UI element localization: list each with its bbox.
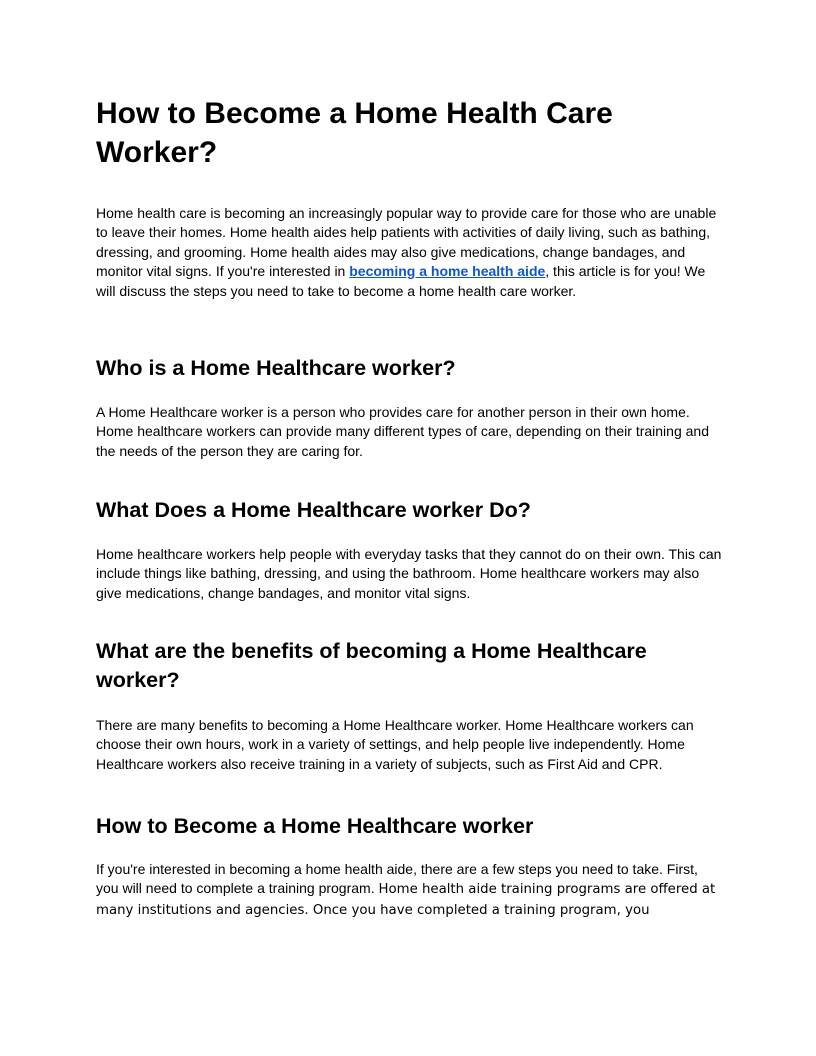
page-title: How to Become a Home Health Care Worker? — [96, 97, 613, 169]
intro-text-after-link: , this article is for you! We will discuss the steps you need to take to become a home health care worker. — [96, 263, 706, 299]
how-text-part2: Home health aide training programs are offered at many institutions and agencies. Once you have completed a training program, you — [96, 882, 716, 918]
heading-benefits: What are the benefits of becoming a Home Healthcare worker? — [96, 639, 647, 692]
heading-who-is: Who is a Home Healthcare worker? — [96, 356, 456, 380]
intro-paragraph — [96, 204, 722, 301]
heading-what-does: What Does a Home Healthcare worker Do? — [96, 498, 531, 522]
how-text-part1: If you're interested in becoming a home health aide, there are a few steps you need to take. First, you will need to complete a training program. — [96, 861, 698, 897]
heading-how-to-become: How to Become a Home Healthcare worker — [96, 814, 534, 838]
paragraph-how-to-become — [96, 860, 722, 920]
intro-text-before-link: Home health care is becoming an increasingly popular way to provide care for those who are unable to leave their homes. Home health aides help patients with activities of daily living, such as bathing, dressing, and grooming. Home health aides may also give medications, change bandages, and monitor vital signs. If you're interested in — [96, 205, 717, 280]
paragraph-who-is: A Home Healthcare worker is a person who provides care for another person in their own home. Home healthcare workers can provide many different types of care, depending on their training and the needs of the person they are caring for. — [96, 404, 709, 459]
paragraph-what-does: Home healthcare workers help people with everyday tasks that they cannot do on their own. This can include things like bathing, dressing, and using the bathroom. Home healthcare workers may also give medications, change bandages, and monitor vital signs. — [96, 546, 722, 601]
becoming-home-health-aide-link[interactable]: becoming a home health aide — [349, 263, 546, 280]
paragraph-benefits: There are many benefits to becoming a Home Healthcare worker. Home Healthcare workers can choose their own hours, work in a variety of settings, and help people live independently. Home Healthcare workers also receive training in a variety of subjects, such as First Aid and CPR. — [96, 717, 694, 772]
